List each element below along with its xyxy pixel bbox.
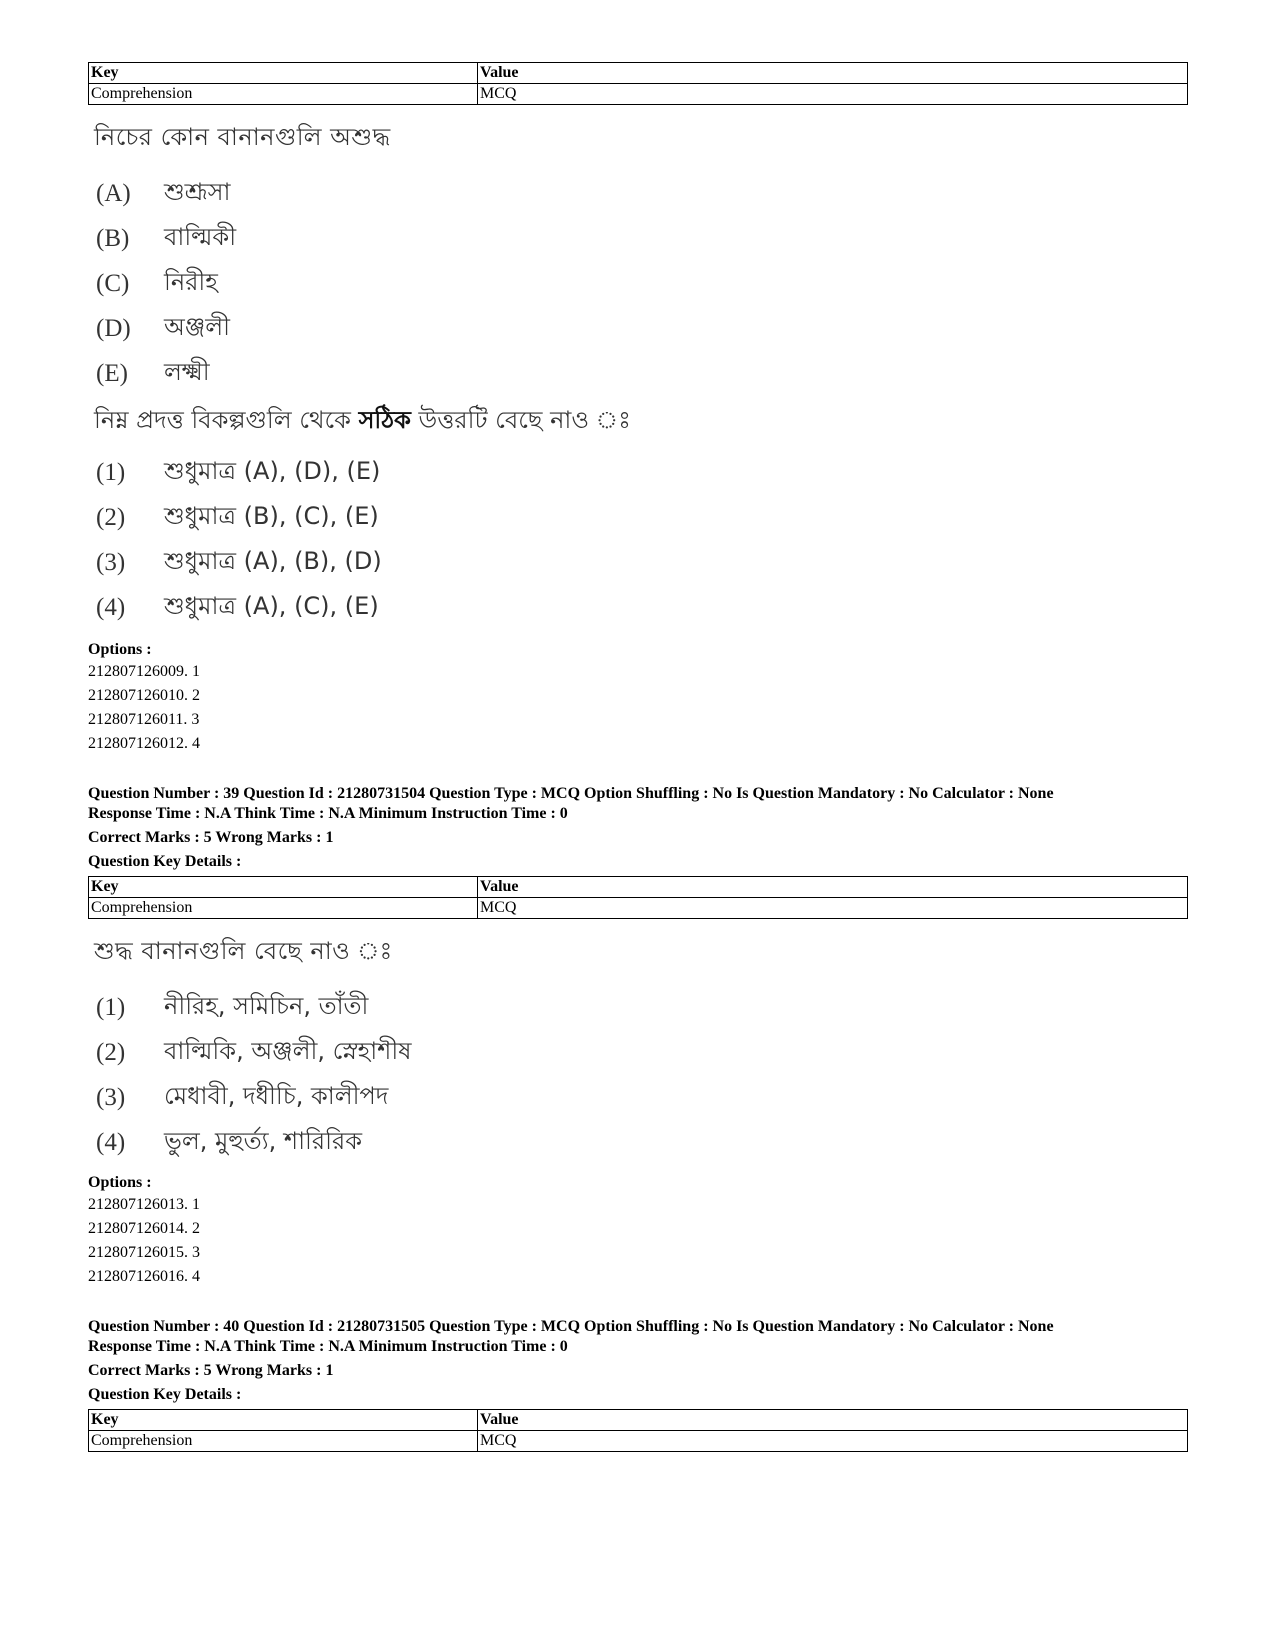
choice-text: শুধুমাত্র (A), (C), (E): [164, 591, 379, 620]
item-text: বাল্মিকী: [164, 222, 237, 251]
option-id: 212807126016. 4: [88, 1268, 200, 1285]
answer-choice: [88, 585, 1188, 630]
choice-label: (4): [96, 593, 126, 621]
table-cell-value: MCQ: [478, 84, 1188, 105]
list-item: [88, 261, 1188, 306]
document-page: [88, 62, 1188, 1452]
choice-label: (4): [96, 1128, 126, 1156]
choice-label: (2): [96, 503, 126, 531]
choice-label: (3): [96, 548, 126, 576]
table-row: [89, 1431, 1188, 1452]
question-marks: Correct Marks : 5 Wrong Marks : 1: [88, 829, 334, 846]
option-id: 212807126009. 1: [88, 663, 200, 680]
item-label: (C): [96, 269, 130, 297]
item-label: (B): [96, 224, 130, 252]
option-id: 212807126010. 2: [88, 687, 200, 704]
question-meta-line1: Question Number : 39 Question Id : 21280731504 Question Type : MCQ Option Shuffling : No Is Question Mandatory : No Calculator : None: [88, 785, 1054, 802]
table-header-key: Key: [89, 1410, 478, 1431]
choice-text: শুধুমাত্র (A), (D), (E): [164, 456, 381, 485]
question-instruction: [94, 402, 1188, 442]
question-key-details: Question Key Details :: [88, 1386, 242, 1403]
table-cell-key: Comprehension: [89, 1431, 478, 1452]
item-text: নিরীহ: [164, 267, 218, 296]
choice-label: (1): [96, 458, 126, 486]
table-header-row: [89, 63, 1188, 84]
table-header-row: [89, 1410, 1188, 1431]
list-item: [88, 216, 1188, 261]
options-title: Options :: [88, 1174, 152, 1191]
table-header-value: Value: [478, 1410, 1188, 1431]
list-item: [88, 171, 1188, 216]
list-item: [88, 306, 1188, 351]
item-label: (D): [96, 314, 131, 342]
table-row: [89, 898, 1188, 919]
instruction-emphasis: সঠিক: [358, 406, 411, 434]
question-meta-line1: Question Number : 40 Question Id : 21280731505 Question Type : MCQ Option Shuffling : No Is Question Mandatory : No Calculator : None: [88, 1318, 1054, 1335]
choice-text: শুধুমাত্র (A), (B), (D): [164, 546, 382, 575]
item-text: অঞ্জলী: [164, 312, 231, 341]
question-meta-line2: Response Time : N.A Think Time : N.A Minimum Instruction Time : 0: [88, 1338, 568, 1355]
instruction-text: উত্তরটি বেছে নাও ঃ: [410, 406, 631, 434]
table-header-key: Key: [89, 877, 478, 898]
option-id: 212807126015. 3: [88, 1244, 200, 1261]
instruction-text: নিম্ন প্রদত্ত বিকল্পগুলি থেকে: [94, 406, 359, 434]
table-header-key: Key: [89, 63, 478, 84]
table-header-row: [89, 877, 1188, 898]
item-text: শুশ্রূসা: [164, 177, 231, 206]
choice-label: (2): [96, 1038, 126, 1066]
table-cell-value: MCQ: [478, 1431, 1188, 1452]
table-cell-value: MCQ: [478, 898, 1188, 919]
answer-choice: [88, 450, 1188, 495]
question-meta-line2: Response Time : N.A Think Time : N.A Minimum Instruction Time : 0: [88, 805, 568, 822]
answer-choice: [88, 1075, 1188, 1120]
item-label: (E): [96, 359, 128, 387]
question-key-table: [88, 876, 1188, 919]
choice-label: (3): [96, 1083, 126, 1111]
choice-text: বাল্মিকি, অঞ্জলী, স্নেহাশীষ: [164, 1036, 412, 1065]
option-id: 212807126012. 4: [88, 735, 200, 752]
table-header-value: Value: [478, 63, 1188, 84]
answer-choice: [88, 1030, 1188, 1075]
item-label: (A): [96, 179, 131, 207]
question-content: [88, 119, 1188, 630]
option-id: 212807126014. 2: [88, 1220, 200, 1237]
answer-choice: [88, 540, 1188, 585]
answer-choice: [88, 985, 1188, 1030]
question-marks: Correct Marks : 5 Wrong Marks : 1: [88, 1362, 334, 1379]
table-cell-key: Comprehension: [89, 84, 478, 105]
choice-text: ভুল, মুহুর্ত্য, শারিরিক: [164, 1126, 362, 1155]
question-content: [88, 933, 1188, 1165]
item-text: লক্ষ্মী: [164, 357, 210, 386]
question-key-details: Question Key Details :: [88, 853, 242, 870]
answer-choice: [88, 1120, 1188, 1165]
choice-text: মেধাবী, দধীচি, কালীপদ: [164, 1081, 389, 1110]
choice-text: শুধুমাত্র (B), (C), (E): [164, 501, 379, 530]
options-title: Options :: [88, 641, 152, 658]
option-id: 212807126011. 3: [88, 711, 200, 728]
table-cell-key: Comprehension: [89, 898, 478, 919]
choice-label: (1): [96, 993, 126, 1021]
choice-text: নীরিহ, সমিচিন, তাঁতী: [164, 991, 369, 1020]
question-stem: শুদ্ধ বানানগুলি বেছে নাও ঃ: [94, 937, 393, 965]
question-key-table: [88, 62, 1188, 105]
table-row: [89, 84, 1188, 105]
question-key-table: [88, 1409, 1188, 1452]
answer-choice: [88, 495, 1188, 540]
list-item: [88, 351, 1188, 396]
table-header-value: Value: [478, 877, 1188, 898]
question-stem: নিচের কোন বানানগুলি অশুদ্ধ: [94, 123, 391, 151]
option-id: 212807126013. 1: [88, 1196, 200, 1213]
